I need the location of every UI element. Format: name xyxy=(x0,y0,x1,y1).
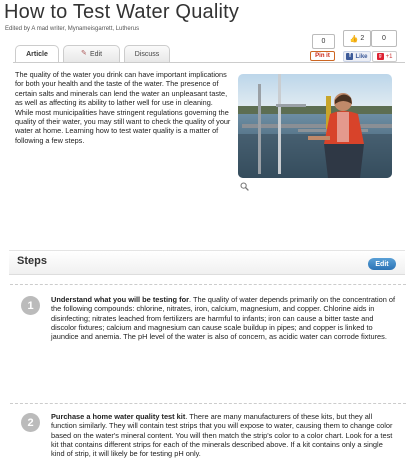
edited-by-line: Edited by A mad writer, Mynameisgarrett, Lutherus xyxy=(5,26,140,32)
like-count: 2 xyxy=(360,35,365,42)
like-count-box xyxy=(343,30,371,47)
step-number-badge: 2 xyxy=(21,413,40,432)
page-title: How to Test Water Quality xyxy=(4,1,240,23)
steps-heading: Steps xyxy=(17,255,47,267)
tab-article[interactable] xyxy=(15,45,59,62)
magnify-icon[interactable] xyxy=(240,182,249,191)
tab-edit[interactable] xyxy=(63,45,120,62)
pinterest-button[interactable] xyxy=(310,51,335,61)
gplus-label: +1 xyxy=(385,53,393,60)
step-body: . The quality of water depends primarily on the concentration of the following compounds: chlorine, nitrates, iron, calcium, magnesium, and copper. Chlorine aids in disinfecting; nitrates leached from fertilizers are harmful to infants; iron can cause a bitter taste and discolor fixtures; calcium and magnesium can cause scale buildup in pipes; and copper is linked to jaundice and anemia. The pH level of the water is also of concern, as acidic water can corrode fixtures. xyxy=(51,295,396,342)
pinterest-label: Pin it xyxy=(315,53,330,59)
tab-discuss-label: Discuss xyxy=(134,50,160,58)
step-item xyxy=(10,403,406,463)
intro-paragraph: The quality of the water you drink can have important implications for both your health and the taste of the water. The presence of certain salts and minerals can lend the water an unpleasant taste, as well as affecting its ability to lather well for use in cleaning. While most municipalities have stringent regulations governing the quality of their water, you may still want to check the quality of your water at home. Learning how to test water quality is a matter of following a few steps. xyxy=(15,70,231,145)
step-body: . There are many manufacturers of these kits, but they all function similarly. They will contain test strips that you will expose to water, causing them to change color based on the water's mineral content. You will then match the strip's color to a color chart. Look for a test kit that contains different strips for each of the minerals described above. If a kit contains only a single kind of strip, it will likely be for testing pH only. xyxy=(51,412,393,459)
pencil-icon: ✎ xyxy=(80,50,87,57)
pinterest-count: 0 xyxy=(312,34,335,49)
gplus-count: 0 xyxy=(371,30,397,47)
tab-divider xyxy=(13,62,405,63)
step-heading: Understand what you will be testing for xyxy=(51,295,189,304)
gplus-icon: g xyxy=(377,53,384,60)
gplus-button[interactable] xyxy=(372,51,397,62)
step-heading: Purchase a home water quality test kit xyxy=(51,412,186,421)
thumbs-up-icon: 👍 xyxy=(349,35,359,43)
tab-discuss[interactable] xyxy=(124,45,170,62)
article-tabs xyxy=(15,45,170,62)
steps-header-bar xyxy=(9,250,405,275)
step-text xyxy=(51,412,397,458)
like-label: Like xyxy=(355,53,368,60)
tab-article-label: Article xyxy=(26,50,48,58)
steps-edit-button[interactable]: Edit xyxy=(368,258,396,270)
step-item xyxy=(10,284,406,372)
article-photo[interactable] xyxy=(238,74,392,178)
step-text xyxy=(51,295,397,341)
facebook-like-button[interactable] xyxy=(343,51,371,62)
water-testing-photo xyxy=(238,74,392,178)
tab-edit-label: Edit xyxy=(89,50,103,58)
facebook-icon: f xyxy=(346,53,353,60)
step-number-badge: 1 xyxy=(21,296,40,315)
